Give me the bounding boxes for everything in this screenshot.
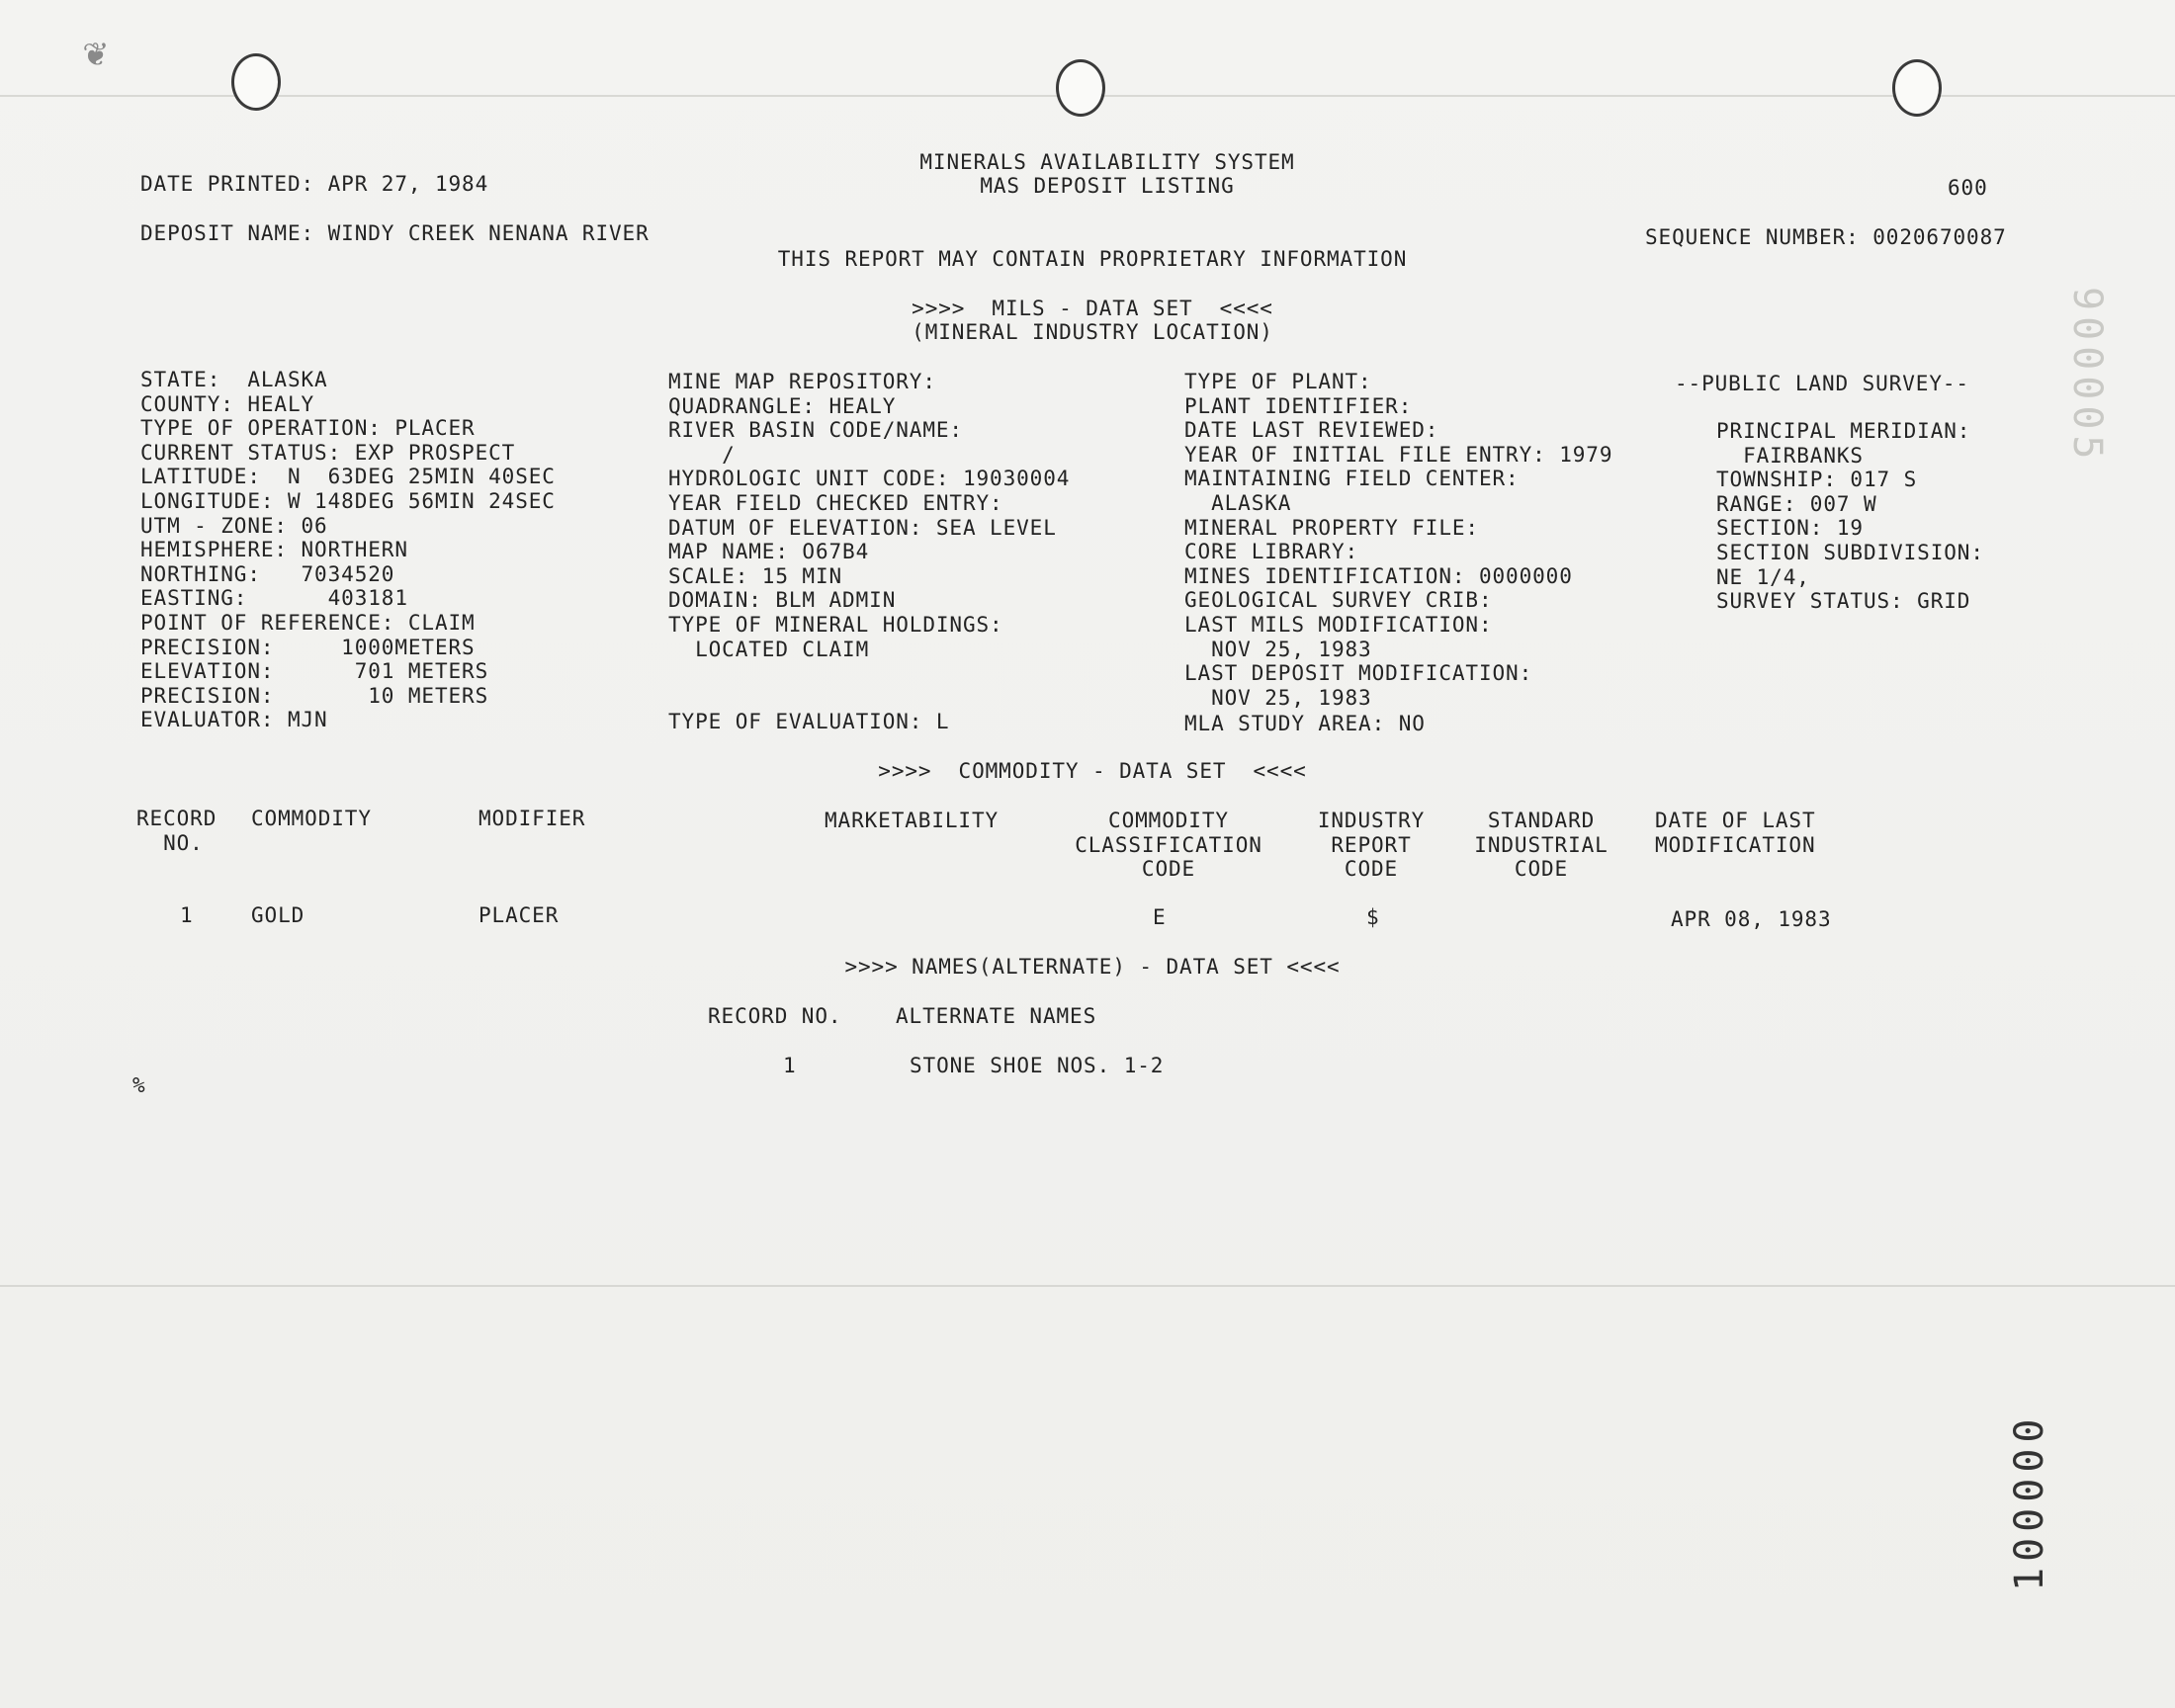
page-number: 600 — [1948, 176, 1988, 200]
percent-mark: % — [132, 1073, 146, 1097]
col-header-marketability: MARKETABILITY — [825, 809, 1000, 832]
mils-section-subtitle: (MINERAL INDUSTRY LOCATION) — [912, 320, 1273, 344]
names-header-alternate: ALTERNATE NAMES — [896, 1004, 1097, 1028]
col-header-record: RECORD NO. — [136, 807, 218, 855]
type-of-evaluation: TYPE OF EVALUATION: L — [668, 710, 950, 733]
col-header-modifier: MODIFIER — [478, 807, 586, 830]
perforation-line-bottom — [0, 1285, 2175, 1287]
top-right-faded-stamp: 900005 — [2064, 287, 2110, 466]
mils-section-title: >>>> MILS - DATA SET <<<< — [912, 297, 1273, 320]
sequence-number: SEQUENCE NUMBER: 0020670087 — [1645, 225, 2007, 249]
mils-plant-fields: TYPE OF PLANT: PLANT IDENTIFIER: DATE LAST REVIEWED: YEAR OF INITIAL FILE ENTRY: 1979 MAINTAINING FIELD CENTER: ALASKA MINERAL PROPERTY FILE: CORE LIBRARY: MINES IDENTIFICATION: 0000000 GEOLOGICAL SURVEY CRIB: LAST MILS MODIFICATION: NOV 25, 1983 LAST DEPOSIT MODIFICATION: NOV 25, 1983 — [1184, 370, 1613, 710]
public-land-survey-fields: PRINCIPAL MERIDIAN: FAIRBANKS TOWNSHIP: 017 S RANGE: 007 W SECTION: 19 SECTION SUBDIVISION: NE 1/4, SURVEY STATUS: GRID — [1716, 419, 1984, 614]
col-header-sic: STANDARD INDUSTRIAL CODE — [1474, 809, 1609, 882]
deposit-name: DEPOSIT NAME: WINDY CREEK NENANA RIVER — [140, 221, 650, 245]
names-header-record: RECORD NO. — [708, 1004, 842, 1028]
proprietary-notice: THIS REPORT MAY CONTAIN PROPRIETARY INFORMATION — [777, 247, 1408, 271]
date-printed: DATE PRINTED: APR 27, 1984 — [140, 172, 489, 196]
right-margin-stamp: 100000 — [2007, 1412, 2052, 1591]
table-cell-industry: $ — [1366, 905, 1380, 929]
mils-map-fields: MINE MAP REPOSITORY: QUADRANGLE: HEALY RIVER BASIN CODE/NAME: / HYDROLOGIC UNIT CODE: 19030004 YEAR FIELD CHECKED ENTRY: DATUM OF ELEVATION: SEA LEVEL MAP NAME: O67B4 SCALE: 15 MIN DOMAIN: BLM ADMIN TYPE OF MINERAL HOLDINGS: LOCATED CLAIM — [668, 370, 1071, 661]
system-title: MINERALS AVAILABILITY SYSTEM — [919, 150, 1295, 174]
mla-study-area: MLA STUDY AREA: NO — [1184, 712, 1426, 735]
table-cell-record: 1 — [180, 903, 194, 927]
punch-hole-center — [1056, 59, 1105, 117]
col-header-commodity: COMMODITY — [251, 807, 372, 830]
mils-location-fields: STATE: ALASKA COUNTY: HEALY TYPE OF OPERATION: PLACER CURRENT STATUS: EXP PROSPECT LATITUDE: N 63DEG 25MIN 40SEC LONGITUDE: W 148DEG 56MIN 24SEC UTM - ZONE: 06 HEMISPHERE: NORTHERN NORTHING: 7034520 EASTING: 403181 POINT OF REFERENCE: CLAIM PRECISION: 1000METERS ELEVATION: 701 METERS PRECISION: 10 METERS EVALUATOR: MJN — [140, 368, 556, 732]
table-cell-modifier: PLACER — [478, 903, 560, 927]
table-cell-commodity: GOLD — [251, 903, 305, 927]
col-header-industry: INDUSTRY REPORT CODE — [1317, 809, 1426, 882]
table-cell-date: APR 08, 1983 — [1671, 907, 1832, 931]
col-header-classification: COMMODITY CLASSIFICATION CODE — [1075, 809, 1262, 882]
listing-title: MAS DEPOSIT LISTING — [980, 174, 1235, 198]
names-cell-name: STONE SHOE NOS. 1-2 — [910, 1054, 1165, 1077]
names-section-title: >>>> NAMES(ALTERNATE) - DATA SET <<<< — [844, 955, 1341, 979]
commodity-section-title: >>>> COMMODITY - DATA SET <<<< — [878, 759, 1307, 783]
punch-hole-right — [1892, 59, 1942, 117]
col-header-date: DATE OF LAST MODIFICATION — [1655, 809, 1816, 857]
corner-scribble: ❦ — [83, 30, 108, 75]
punch-hole-left — [231, 53, 281, 111]
table-cell-classification: E — [1153, 905, 1167, 929]
names-cell-record: 1 — [783, 1054, 797, 1077]
public-land-survey-title: --PUBLIC LAND SURVEY-- — [1675, 372, 1969, 395]
